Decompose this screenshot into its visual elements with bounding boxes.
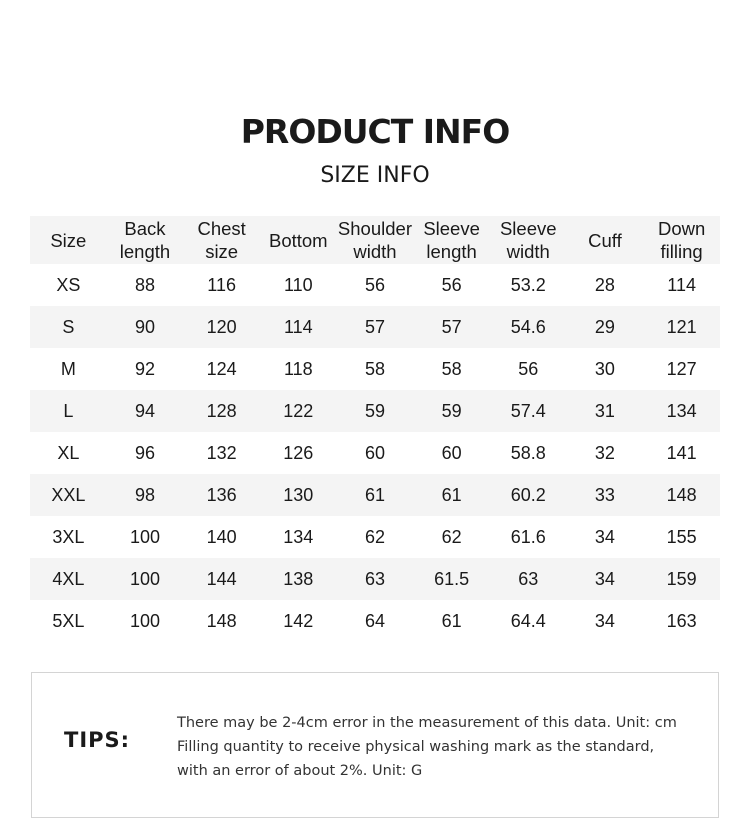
header-cuff [567,216,644,264]
header-size [30,216,107,264]
header-sleeve-width-line-2: width [506,241,550,262]
cell-sleeve-width: 56 [518,358,539,379]
cell-bottom: 114 [260,306,337,348]
header-cuff-line-1: Cuff [588,229,622,251]
header-sleeve-length-line-1: Sleeve [423,218,480,239]
tips-text [177,711,707,783]
cell-chest-size: 116 [207,274,236,295]
table-row [30,558,720,600]
cell-down-filling: 127 [666,358,697,379]
header-sleeve-width-line-1: Sleeve [499,218,557,239]
cell-sleeve-width: 63 [490,558,567,600]
cell-bottom: 142 [283,610,314,631]
header-chest-size-line-2: size [205,241,239,262]
cell-shoulder-width: 57 [337,306,414,348]
size-table-body [30,264,720,642]
cell-cuff: 34 [594,526,615,547]
cell-sleeve-width: 57.4 [490,390,567,432]
cell-chest-size: 148 [206,610,237,631]
size-table [30,216,720,642]
cell-size: M [60,358,76,379]
cell-bottom: 126 [283,442,314,463]
cell-chest-size: 124 [206,358,237,379]
cell-bottom: 130 [260,474,337,516]
header-sleeve-length [413,216,490,264]
table-row [30,348,720,390]
page-title: PRODUCT INFO [240,112,510,151]
cell-back-length: 100 [129,526,160,547]
cell-shoulder-width: 61 [337,474,414,516]
cell-shoulder-width: 64 [364,610,385,631]
cell-sleeve-width: 60.2 [490,474,567,516]
cell-cuff: 31 [567,390,644,432]
header-down-filling [643,216,720,264]
cell-cuff: 34 [567,558,644,600]
cell-sleeve-length: 56 [441,274,462,295]
cell-cuff: 34 [594,610,615,631]
table-header-row [30,216,720,264]
cell-down-filling: 163 [666,610,697,631]
table-row [30,306,720,348]
cell-back-length: 100 [129,610,160,631]
tips-line: There may be 2-4cm error in the measurement of this data. Unit: cm [177,715,677,731]
cell-sleeve-width: 64.4 [510,610,546,631]
cell-shoulder-width: 59 [337,390,414,432]
cell-bottom: 134 [283,526,314,547]
table-row [30,516,720,558]
table-row [30,390,720,432]
header-shoulder-width-line-1: Shoulder [337,218,412,239]
header-shoulder-width-line-2: width [353,241,397,262]
cell-size: 5XL [52,610,85,631]
cell-bottom: 138 [260,558,337,600]
cell-cuff: 33 [567,474,644,516]
header-sleeve-length-line-2: length [426,241,477,262]
cell-cuff: 28 [594,274,615,295]
cell-size: 4XL [30,558,107,600]
header-bottom [260,216,337,264]
table-row [30,600,720,642]
cell-down-filling: 134 [643,390,720,432]
cell-back-length: 96 [134,442,155,463]
cell-bottom: 110 [283,274,313,295]
cell-cuff: 29 [567,306,644,348]
cell-bottom: 118 [283,358,313,379]
cell-size: L [30,390,107,432]
cell-shoulder-width: 56 [364,274,385,295]
table-row [30,264,720,306]
cell-chest-size: 132 [206,442,237,463]
cell-size: S [30,306,107,348]
cell-sleeve-length: 62 [441,526,462,547]
header-down-filling-line-1: Down [657,218,706,239]
cell-back-length: 90 [107,306,184,348]
cell-shoulder-width: 60 [364,442,385,463]
cell-shoulder-width: 58 [364,358,385,379]
header-bottom-line-1: Bottom [268,229,328,251]
cell-down-filling: 148 [643,474,720,516]
cell-size: XXL [30,474,107,516]
cell-back-length: 88 [134,274,155,295]
cell-down-filling: 155 [666,526,697,547]
cell-sleeve-width: 53.2 [510,274,546,295]
cell-sleeve-length: 61 [441,610,462,631]
cell-shoulder-width: 62 [364,526,385,547]
cell-chest-size: 120 [183,306,260,348]
cell-chest-size: 140 [206,526,237,547]
cell-sleeve-width: 54.6 [490,306,567,348]
header-shoulder-width [337,216,414,264]
cell-size: XS [56,274,81,295]
cell-back-length: 100 [107,558,184,600]
cell-down-filling: 159 [643,558,720,600]
header-chest-size-line-1: Chest [197,218,246,239]
cell-sleeve-width: 61.6 [510,526,546,547]
header-back-length-line-2: length [119,241,171,262]
table-row [30,432,720,474]
tips-line: with an error of about 2%. Unit: G [177,763,423,779]
cell-sleeve-length: 58 [441,358,462,379]
cell-chest-size: 136 [183,474,260,516]
cell-cuff: 32 [594,442,615,463]
tips-box [31,672,719,818]
cell-sleeve-length: 61 [413,474,490,516]
cell-down-filling: 121 [643,306,720,348]
cell-back-length: 98 [107,474,184,516]
header-size-line-1: Size [50,229,87,251]
cell-cuff: 30 [594,358,615,379]
cell-back-length: 94 [107,390,184,432]
cell-sleeve-length: 60 [441,442,462,463]
cell-size: XL [57,442,80,463]
cell-sleeve-length: 57 [413,306,490,348]
cell-sleeve-width: 58.8 [510,442,546,463]
cell-chest-size: 144 [183,558,260,600]
header-sleeve-width [490,216,567,264]
tips-label: TIPS: [64,728,131,752]
cell-back-length: 92 [134,358,155,379]
section-subtitle: SIZE INFO [320,163,430,188]
cell-chest-size: 128 [183,390,260,432]
cell-bottom: 122 [260,390,337,432]
cell-down-filling: 141 [666,442,697,463]
header-down-filling-line-2: filling [660,241,703,262]
header-back-length-line-1: Back [124,218,166,239]
cell-size: 3XL [52,526,85,547]
table-row [30,474,720,516]
tips-line: Filling quantity to receive physical washing mark as the standard, [177,739,655,755]
cell-shoulder-width: 63 [337,558,414,600]
header-back-length [107,216,184,264]
cell-down-filling: 114 [667,274,696,295]
cell-sleeve-length: 61.5 [413,558,490,600]
cell-sleeve-length: 59 [413,390,490,432]
header-chest-size [183,216,260,264]
